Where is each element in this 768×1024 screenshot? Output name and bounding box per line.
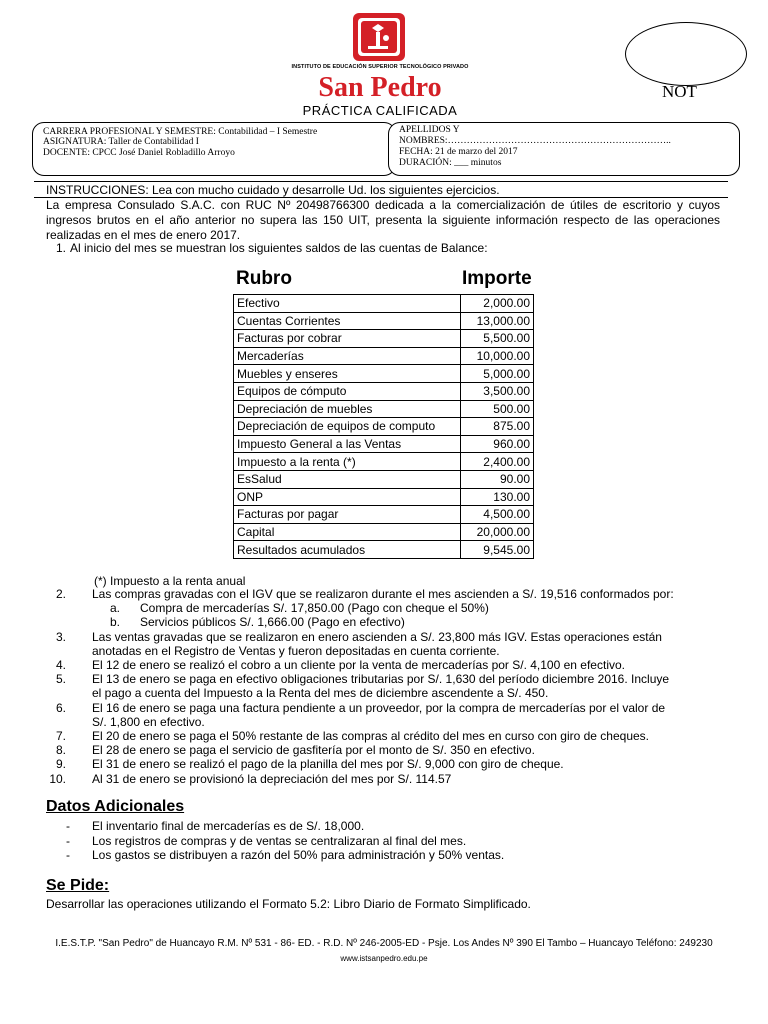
dash-bullet: -: [66, 819, 70, 833]
importe-cell: 2,000.00: [461, 295, 534, 313]
brand-name: San Pedro: [318, 72, 442, 103]
rubro-cell: Efectivo: [234, 295, 461, 313]
list-item: [46, 672, 726, 686]
item-text: El 13 de enero se paga en efectivo obligaciones tributarias por S/. 1,630 del período diciembre 2016. Incluye: [92, 672, 670, 687]
datos-item: [46, 834, 726, 848]
sub-list-item: [46, 601, 726, 615]
rubro-cell: Equipos de cómputo: [234, 382, 461, 400]
table-row: [234, 382, 534, 400]
item-number: 9.: [55, 757, 66, 772]
sepide-title: Se Pide:: [46, 877, 110, 894]
importe-cell: 2,400.00: [461, 453, 534, 471]
item-number: 8.: [55, 743, 66, 758]
importe-cell: 5,500.00: [461, 330, 534, 348]
table-row: [234, 435, 534, 453]
list-item: [46, 658, 726, 672]
info-surname-label: APELLIDOS Y: [399, 125, 460, 135]
table-row: [234, 470, 534, 488]
table-row: [234, 418, 534, 436]
rubro-cell: Facturas por pagar: [234, 506, 461, 524]
list-item: [46, 772, 726, 786]
table-row: [234, 365, 534, 383]
rubro-cell: Capital: [234, 523, 461, 541]
list-item: [46, 630, 726, 644]
list-item: [46, 743, 726, 757]
importe-cell: 5,000.00: [461, 365, 534, 383]
grade-oval: [625, 22, 747, 86]
item-number: b.: [109, 615, 120, 630]
course-info-box: [32, 122, 396, 176]
dash-bullet: -: [66, 848, 70, 862]
footer-website[interactable]: www.istsanpedro.edu.pe: [340, 954, 428, 963]
rubro-cell: Muebles y enseres: [234, 365, 461, 383]
item-text: Compra de mercaderías S/. 17,850.00 (Pago con cheque el 50%): [140, 601, 489, 616]
divider: [34, 181, 728, 182]
table-row: [234, 400, 534, 418]
list-item: [46, 701, 726, 715]
item-number: a.: [109, 601, 120, 616]
item-text: El 28 de enero se paga el servicio de gasfitería por el monto de S/. 350 en efectivo.: [92, 743, 535, 758]
item-text: El 31 de enero se realizó el pago de la planilla del mes por S/. 9,000 con giro de cheque.: [92, 757, 564, 772]
item-text: Al 31 de enero se provisionó la depreciación del mes por S/. 114.57: [92, 771, 452, 786]
list-item: [46, 757, 726, 771]
list-item: [46, 644, 726, 658]
item-number: 10.: [49, 771, 66, 786]
list-item: [46, 686, 726, 700]
datos-title: Datos Adicionales: [46, 798, 185, 815]
rubro-cell: Depreciación de equipos de computo: [234, 418, 461, 436]
importe-cell: 960.00: [461, 435, 534, 453]
sub-list-item: [46, 615, 726, 629]
table-row: [234, 523, 534, 541]
importe-cell: 4,500.00: [461, 506, 534, 524]
rubro-cell: Mercaderías: [234, 347, 461, 365]
info-career: CARRERA PROFESIONAL Y SEMESTRE: Contabilidad – I Semestre: [43, 127, 318, 137]
student-info-box: [388, 122, 740, 176]
table-row: [234, 453, 534, 471]
table-row: [234, 541, 534, 559]
item-text: El 20 de enero se paga el 50% restante de las compras al crédito del mes en curso con giro de cheques.: [92, 729, 649, 743]
importe-cell: 130.00: [461, 488, 534, 506]
footer-address: I.E.S.T.P. "San Pedro" de Huancayo R.M. Nº 531 - 86- ED. - R.D. Nº 246-2005-ED - Psje. Los Andes Nº 390 El Tambo – Huancayo Teléfono: 249230: [55, 938, 713, 949]
datos-text: Los registros de compras y de ventas se centralizaran al final del mes.: [92, 833, 467, 848]
item-text: El 12 de enero se realizó el cobro a un cliente por la venta de mercaderías por S/. 4,100 en efectivo.: [92, 658, 625, 672]
grade-label: NOT: [662, 82, 697, 101]
table-row: [234, 506, 534, 524]
balance-table: [233, 294, 534, 559]
rubro-cell: Impuesto a la renta (*): [234, 453, 461, 471]
item-text: Las compras gravadas con el IGV que se realizaron durante el mes ascienden a S/. 19,516 conformados por:: [92, 587, 674, 601]
institute-logo: [352, 12, 406, 62]
importe-cell: 10,000.00: [461, 347, 534, 365]
item-text: S/. 1,800 en efectivo.: [92, 714, 205, 729]
datos-item: [46, 848, 726, 862]
list-item: [46, 715, 726, 729]
rubro-cell: EsSalud: [234, 470, 461, 488]
list-item: [46, 729, 726, 743]
item-number: 3.: [55, 629, 66, 644]
institute-name: INSTITUTO DE EDUCACIÓN SUPERIOR TECNOLÓGICO PRIVADO: [291, 64, 469, 70]
item-number: 2.: [55, 587, 66, 601]
list-item: [46, 587, 726, 601]
sepide-text: Desarrollar las operaciones utilizando el Formato 5.2: Libro Diario de Formato Simplificado.: [46, 897, 531, 911]
item-number: 5.: [55, 672, 66, 687]
item-number: 6.: [55, 700, 66, 715]
datos-item: [46, 819, 726, 833]
item-text: Servicios públicos S/. 1,666.00 (Pago en efectivo): [140, 615, 405, 630]
item-number: 1.: [55, 241, 66, 255]
footnote: (*) Impuesto a la renta anual: [94, 574, 246, 588]
item-text: anotadas en el Registro de Ventas y fueron depositadas en cuenta corriente.: [92, 643, 500, 658]
importe-cell: 20,000.00: [461, 523, 534, 541]
item-text: Las ventas gravadas que se realizaron en enero ascienden a S/. 23,800 más IGV. Estas operaciones están: [92, 629, 662, 644]
importe-cell: 90.00: [461, 470, 534, 488]
table-header-importe: Importe: [462, 268, 532, 289]
document-title: PRÁCTICA CALIFICADA: [302, 103, 458, 118]
table-header-rubro: Rubro: [236, 268, 292, 289]
rubro-cell: Resultados acumulados: [234, 541, 461, 559]
importe-cell: 13,000.00: [461, 312, 534, 330]
item-text: el pago a cuenta del Impuesto a la Renta del mes de diciembre ascendente a S/. 450.: [92, 686, 549, 701]
rubro-cell: Impuesto General a las Ventas: [234, 435, 461, 453]
table-row: [234, 347, 534, 365]
info-subject: ASIGNATURA: Taller de Contabilidad I: [43, 137, 199, 147]
table-row: [234, 312, 534, 330]
datos-text: El inventario final de mercaderías es de S/. 18,000.: [92, 819, 365, 833]
datos-text: Los gastos se distribuyen a razón del 50% para administración y 50% ventas.: [92, 848, 505, 862]
item-text: El 16 de enero se paga una factura pendiente a un proveedor, por la compra de mercaderías por el valor de: [92, 700, 666, 715]
rubro-cell: ONP: [234, 488, 461, 506]
importe-cell: 500.00: [461, 400, 534, 418]
importe-cell: 3,500.00: [461, 382, 534, 400]
importe-cell: 9,545.00: [461, 541, 534, 559]
importe-cell: 875.00: [461, 418, 534, 436]
table-row: [234, 295, 534, 313]
instructions: INSTRUCCIONES: Lea con mucho cuidado y desarrolle Ud. los siguientes ejercicios.: [46, 183, 500, 197]
dash-bullet: -: [66, 833, 70, 848]
rubro-cell: Cuentas Corrientes: [234, 312, 461, 330]
info-duration[interactable]: DURACIÓN: ___ minutos: [399, 158, 502, 168]
list-item: [46, 241, 726, 255]
item-number: 7.: [55, 729, 66, 743]
item-text: Al inicio del mes se muestran los siguientes saldos de las cuentas de Balance:: [70, 241, 488, 255]
table-row: [234, 330, 534, 348]
rubro-cell: Depreciación de muebles: [234, 400, 461, 418]
info-date: FECHA: 21 de marzo del 2017: [399, 147, 518, 157]
table-row: [234, 488, 534, 506]
info-teacher: DOCENTE: CPCC José Daniel Robladillo Arroyo: [43, 148, 235, 158]
rubro-cell: Facturas por cobrar: [234, 330, 461, 348]
item-number: 4.: [55, 658, 66, 672]
info-names-field[interactable]: NOMBRES:……………………………………………………………..: [399, 136, 671, 146]
intro-paragraph: La empresa Consulado S.A.C. con RUC Nº 20498766300 dedicada a la comercialización de útiles de escritorio y cuyos ingresos brutos en el año anterior no supera las 150 UIT, presenta la siguiente información respecto de las operaciones realizadas en el mes de enero 2017.: [46, 198, 720, 242]
